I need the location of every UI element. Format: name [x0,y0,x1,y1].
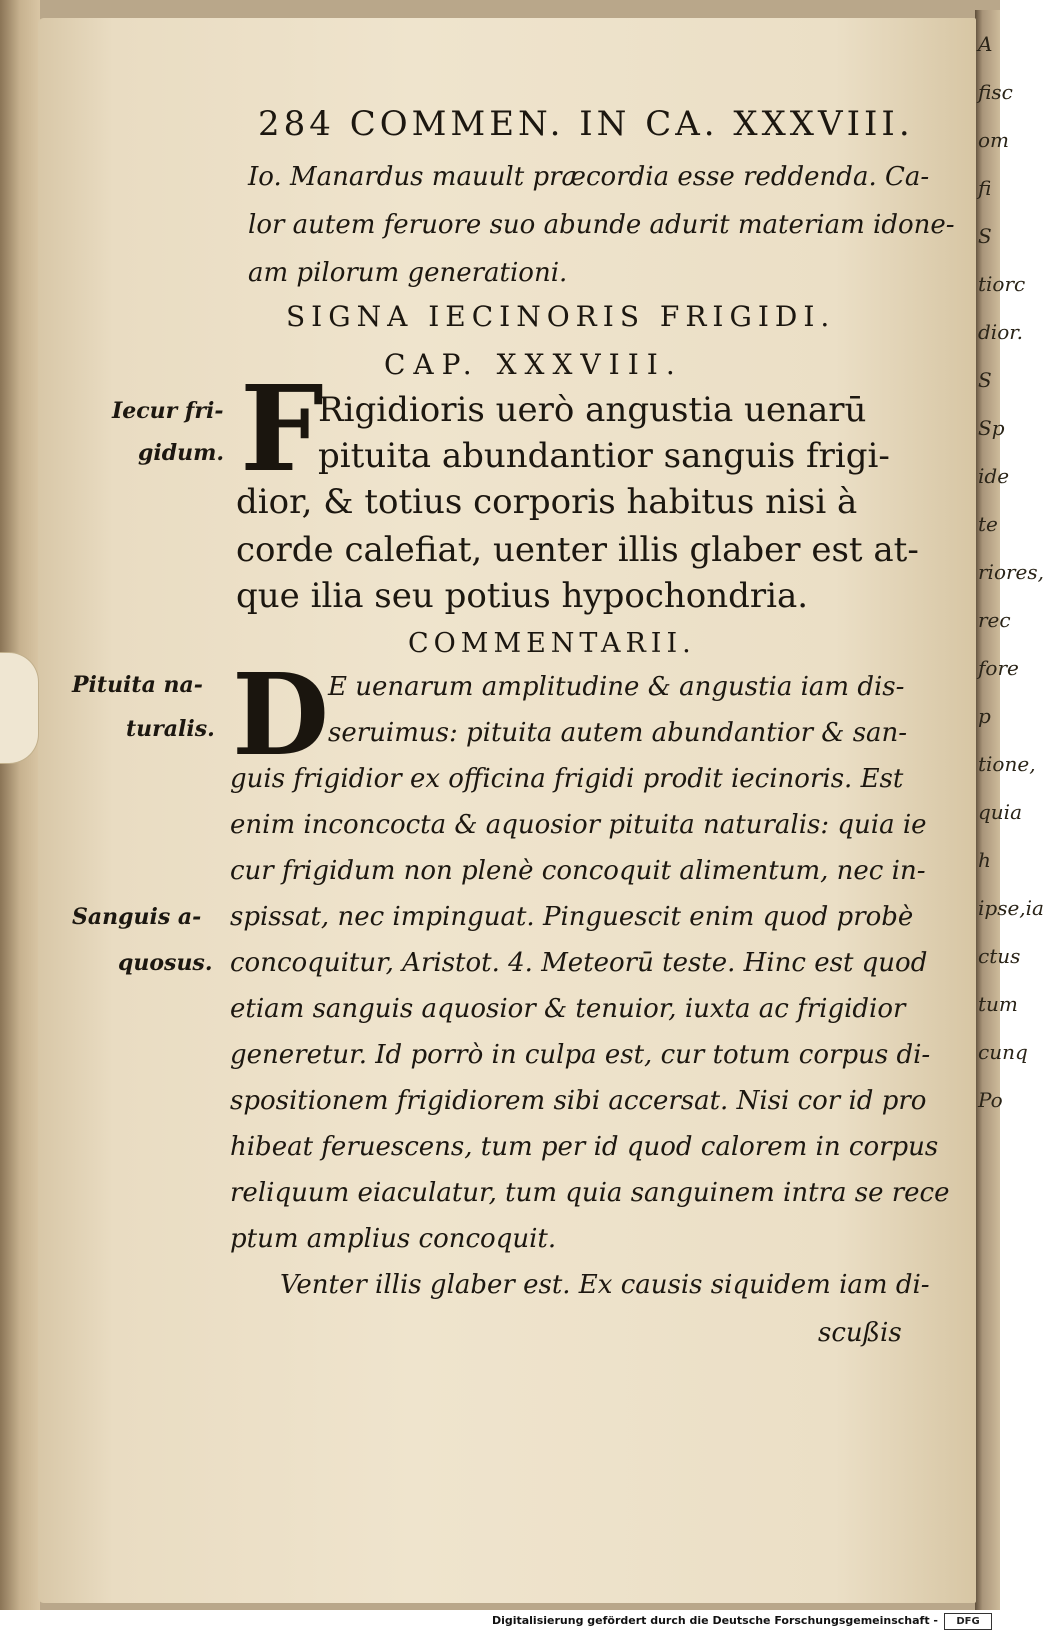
margin-note-pituita: Pituita na- [72,672,203,698]
catchword: scußis [818,1318,902,1348]
commentary-line: hibeat feruescens, tum per id quod calorem in corpus [230,1132,939,1162]
commentary-line: generetur. Id porrò in culpa est, cur totum corpus di- [230,1040,931,1070]
page-tab [0,652,39,764]
next-page-fragment: ipse,ia [978,896,1044,920]
running-header: 284 COMMEN. IN CA. XXXVIII. [258,104,914,144]
drop-cap: F [240,359,324,498]
commentary-line: cur frigidum non plenè concoquit alimentum, nec in- [230,856,926,886]
next-page-fragment: fore p [978,656,1019,728]
commentary-line: guis frigidior ex officina frigidi prodit iecinoris. Est [230,764,904,794]
commentary-line: ptum amplius concoquit. [230,1224,557,1254]
book-spine [0,0,40,1610]
commentary-line: Venter illis glaber est. Ex causis siquidem iam di- [280,1270,930,1300]
commentary-line: E uenarum amplitudine & angustia iam dis- [328,672,905,702]
next-page-fragment: ide te [978,464,1010,536]
funding-credit: Digitalisierung gefördert durch die Deutsche Forschungsgemeinschaft - [491,1614,938,1627]
commentary-line: concoquitur, Aristot. 4. Meteorū teste. Hinc est quod [230,948,928,978]
commentary-line: seruimus: pituita autem abundantior & san- [328,718,908,748]
next-page-fragments [978,20,1044,1580]
commentary-line: enim inconcocta & aquosior pituita naturalis: quia ie [230,810,927,840]
next-page-fragment: cunq [978,1040,1028,1064]
commentary-line: reliquum eiaculatur, tum quia sanguinem intra se rece [230,1178,950,1208]
section-title: SIGNA IECINORIS FRIGIDI. [286,300,836,333]
main-text-line: corde calefiat, uenter illis glaber est at- [236,530,919,570]
next-page-fragment: tiorc [978,272,1026,296]
next-page-fragment: quia h [978,800,1023,872]
intro-line: am pilorum generationi. [248,258,568,288]
commentary-line: spissat, nec impinguat. Pinguescit enim quod probè [230,902,914,932]
next-page-fragment: dior. [978,320,1023,344]
margin-note-iecur: Iecur fri- [112,398,224,424]
dfg-logo: DFG [944,1613,992,1630]
margin-note-pituita: turalis. [126,716,215,742]
next-page-fragment: Po [978,1088,1003,1112]
main-text-line: dior, & totius corporis habitus nisi à [236,482,858,522]
margin-note-sanguis: quosus. [118,950,213,976]
commentarii-heading: COMMENTARII. [408,628,696,659]
intro-line: lor autem feruore suo abunde adurit materiam idone- [248,210,955,240]
next-page-fragment: tum [978,992,1018,1016]
next-page-fragment: S [978,368,992,392]
next-page-fragment: rec [978,608,1011,632]
next-page-fragment: A [978,32,993,56]
intro-line: Io. Manardus mauult præcordia esse reddenda. Ca- [248,162,930,192]
chapter-title: CAP. XXXVIII. [384,348,683,381]
next-page-fragment: fisc [978,80,1013,104]
main-text-line: que ilia seu potius hypochondria. [236,576,809,616]
next-page-fragment: tione, [978,752,1036,776]
next-page-fragment: Sp [978,416,1005,440]
next-page-fragment: om fi [978,128,1010,200]
next-page-fragment: riores, [978,560,1044,584]
next-page-fragment: ctus [978,944,1021,968]
margin-note-sanguis: Sanguis a- [72,904,202,930]
next-page-fragment: S [978,224,992,248]
main-text-line: pituita abundantior sanguis frigi- [318,436,890,476]
margin-note-iecur: gidum. [138,440,225,466]
main-text-line: Rigidioris uerò angustia uenarū [318,390,867,430]
commentary-line: etiam sanguis aquosior & tenuior, iuxta ac frigidior [230,994,906,1024]
drop-cap: D [232,650,330,781]
commentary-line: spositionem frigidiorem sibi accersat. Nisi cor id pro [230,1086,927,1116]
